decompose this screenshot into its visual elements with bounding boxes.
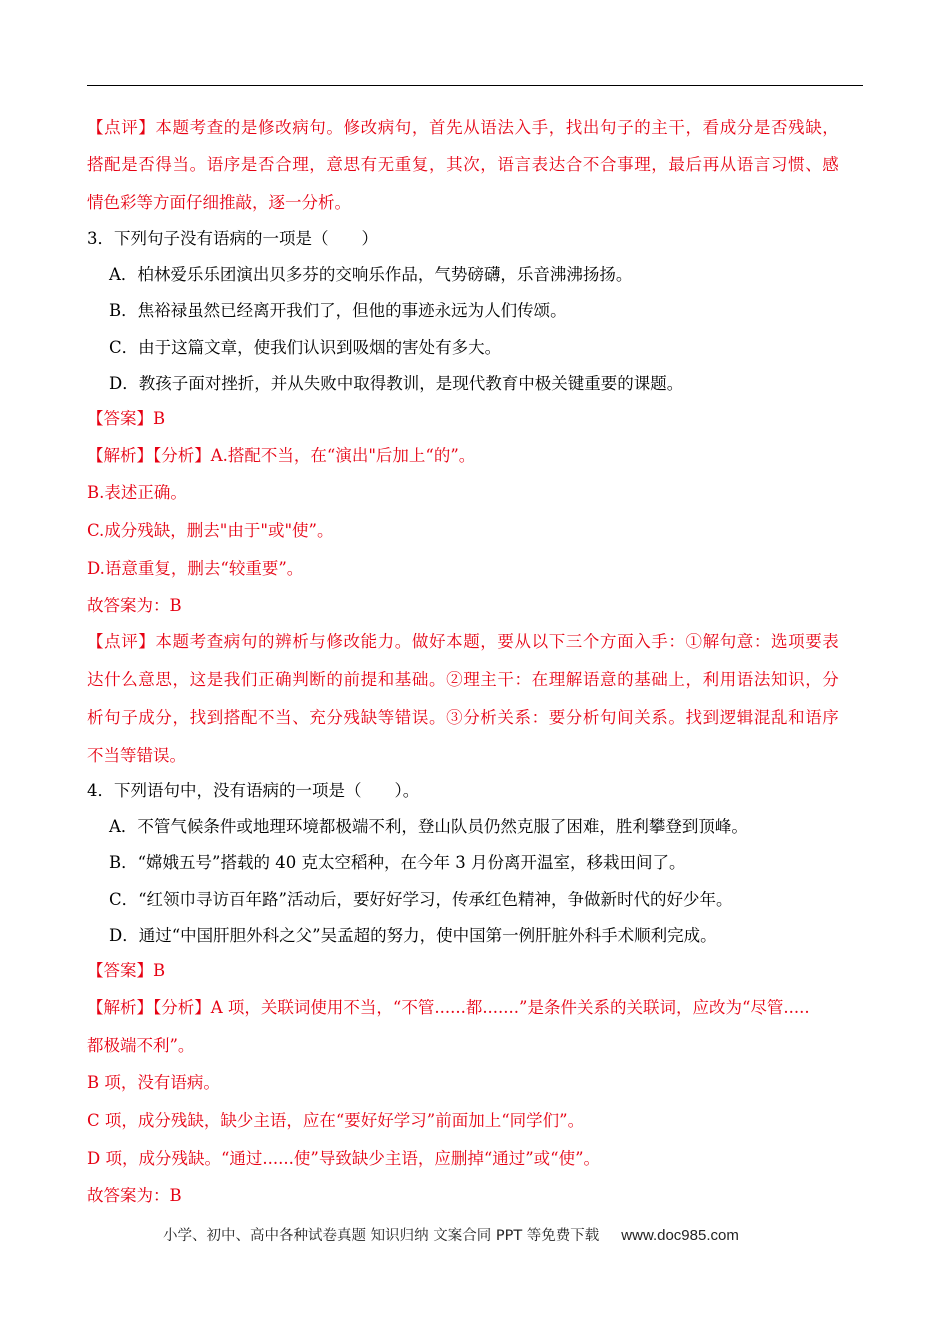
explanation-4-a: 【解析】【分析】A 项，关联词使用不当，“不管......都.......”是条件关系的关联词，应改为“尽管..... <box>87 998 810 1017</box>
question-3: 3．下列句子没有语病的一项是（ ） <box>87 229 378 248</box>
comment-3-line-2: 达什么意思，这是我们正确判断的前提和基础。②理主干：在理解语意的基础上，利用语法知识，分 <box>87 670 840 689</box>
question-4-option-d: D．通过“中国肝胆外科之父”吴孟超的努力，使中国第一例肝脏外科手术顺利完成。 <box>109 926 717 945</box>
question-4-option-b: B．“嫦娥五号”搭载的 40 克太空稻种，在今年 3 月份离开温室，移栽田间了。 <box>109 853 686 872</box>
explanation-3-c: C.成分残缺，删去"由于"或"使”。 <box>87 521 334 540</box>
comment-line-3: 情色彩等方面仔细推敲，逐一分析。 <box>87 193 351 212</box>
final-answer-3: 故答案为：B <box>87 596 182 615</box>
explanation-3-d: D.语意重复，删去“较重要”。 <box>87 559 304 578</box>
explanation-4-e: D 项，成分残缺。“通过......使”导致缺少主语，应删掉“通过”或“使”。 <box>87 1149 601 1168</box>
explanation-4-d: C 项，成分残缺，缺少主语，应在“要好好学习”前面加上“同学们”。 <box>87 1111 585 1130</box>
explanation-4-c: B 项，没有语病。 <box>87 1073 220 1092</box>
final-answer-4: 故答案为：B <box>87 1186 182 1205</box>
footer-text: 小学、初中、高中各种试卷真题 知识归纳 文案合同 PPT 等免费下载 <box>163 1228 600 1244</box>
explanation-3-a: 【解析】【分析】A.搭配不当，在“演出"后加上“的”。 <box>87 446 476 465</box>
question-4: 4．下列语句中，没有语病的一项是（ ）。 <box>87 781 420 800</box>
explanation-4-b: 都极端不利”。 <box>87 1036 195 1055</box>
comment-3-line-3: 析句子成分，找到搭配不当、充分残缺等错误。③分析关系：要分析句间关系。找到逻辑混乱和语序 <box>87 708 840 727</box>
question-4-option-c: C．“红领巾寻访百年路”活动后，要好好学习，传承红色精神，争做新时代的好少年。 <box>109 890 733 909</box>
page-footer <box>163 1227 739 1245</box>
question-3-option-d: D．教孩子面对挫折，并从失败中取得教训，是现代教育中极关键重要的课题。 <box>109 374 684 393</box>
comment-line-2: 搭配是否得当。语序是否合理，意思有无重复，其次，语言表达合不合事理，最后再从语言习惯、感 <box>87 155 840 174</box>
answer-3: 【答案】B <box>87 409 166 428</box>
header-rule <box>87 85 863 86</box>
answer-4: 【答案】B <box>87 961 166 980</box>
question-4-option-a: A．不管气候条件或地理环境都极端不利，登山队员仍然克服了困难，胜利攀登到顶峰。 <box>109 817 748 836</box>
comment-3-line-4: 不当等错误。 <box>87 746 186 765</box>
comment-line-1: 【点评】本题考查的是修改病句。修改病句，首先从语法入手，找出句子的主干，看成分是否残缺， <box>87 118 840 137</box>
question-3-option-b: B．焦裕禄虽然已经离开我们了，但他的事迹永远为人们传颂。 <box>109 301 567 320</box>
comment-3-line-1: 【点评】本题考查病句的辨析与修改能力。做好本题，要从以下三个方面入手：①解句意：选项要表 <box>87 632 840 651</box>
question-3-option-a: A．柏林爱乐乐团演出贝多芬的交响乐作品，气势磅礴，乐音沸沸扬扬。 <box>109 265 633 284</box>
explanation-3-b: B.表述正确。 <box>87 483 187 502</box>
question-3-option-c: C．由于这篇文章，使我们认识到吸烟的害处有多大。 <box>109 338 502 357</box>
footer-url[interactable]: www.doc985.com <box>621 1227 739 1244</box>
